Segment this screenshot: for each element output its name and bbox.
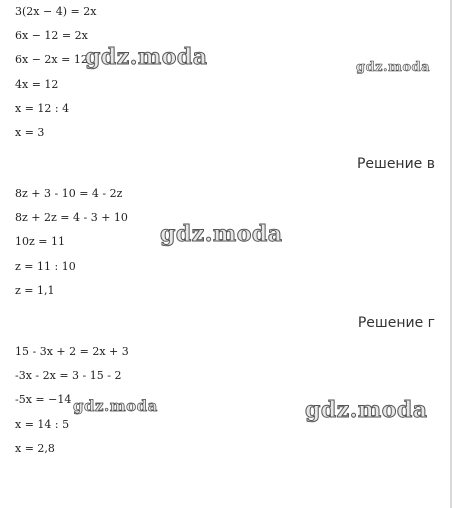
equation-line: 8z + 3 - 10 = 4 - 2z: [15, 187, 123, 200]
equation-line: 8z + 2z = 4 - 3 + 10: [15, 211, 128, 224]
watermark: gdz.moda: [160, 221, 283, 247]
equation-line: 6x − 12 = 2x: [15, 29, 88, 42]
watermark: gdz.moda: [305, 397, 428, 423]
equation-line: 15 - 3x + 2 = 2x + 3: [15, 345, 129, 358]
equation-line: 10z = 11: [15, 235, 65, 248]
equation-line: 3(2x − 4) = 2x: [15, 5, 97, 18]
equation-line: z = 1,1: [15, 284, 55, 297]
equation-line: -3x - 2x = 3 - 15 - 2: [15, 369, 122, 382]
equation-line: x = 12 : 4: [15, 102, 70, 115]
equation-line: -5x = −14: [15, 393, 72, 406]
watermark: gdz.moda: [356, 60, 431, 75]
equation-line: x = 3: [15, 126, 45, 139]
equation-line: x = 2,8: [15, 442, 55, 455]
equation-line: 4x = 12: [15, 78, 59, 91]
watermark: gdz.moda: [73, 397, 158, 415]
solution-heading: Решение г: [357, 315, 435, 331]
equation-line: x = 14 : 5: [15, 418, 70, 431]
equation-line: 6x − 2x = 12: [15, 53, 88, 66]
equation-line: z = 11 : 10: [15, 260, 76, 273]
watermark: gdz.moda: [85, 44, 208, 70]
solution-heading: Решение в: [356, 156, 435, 172]
